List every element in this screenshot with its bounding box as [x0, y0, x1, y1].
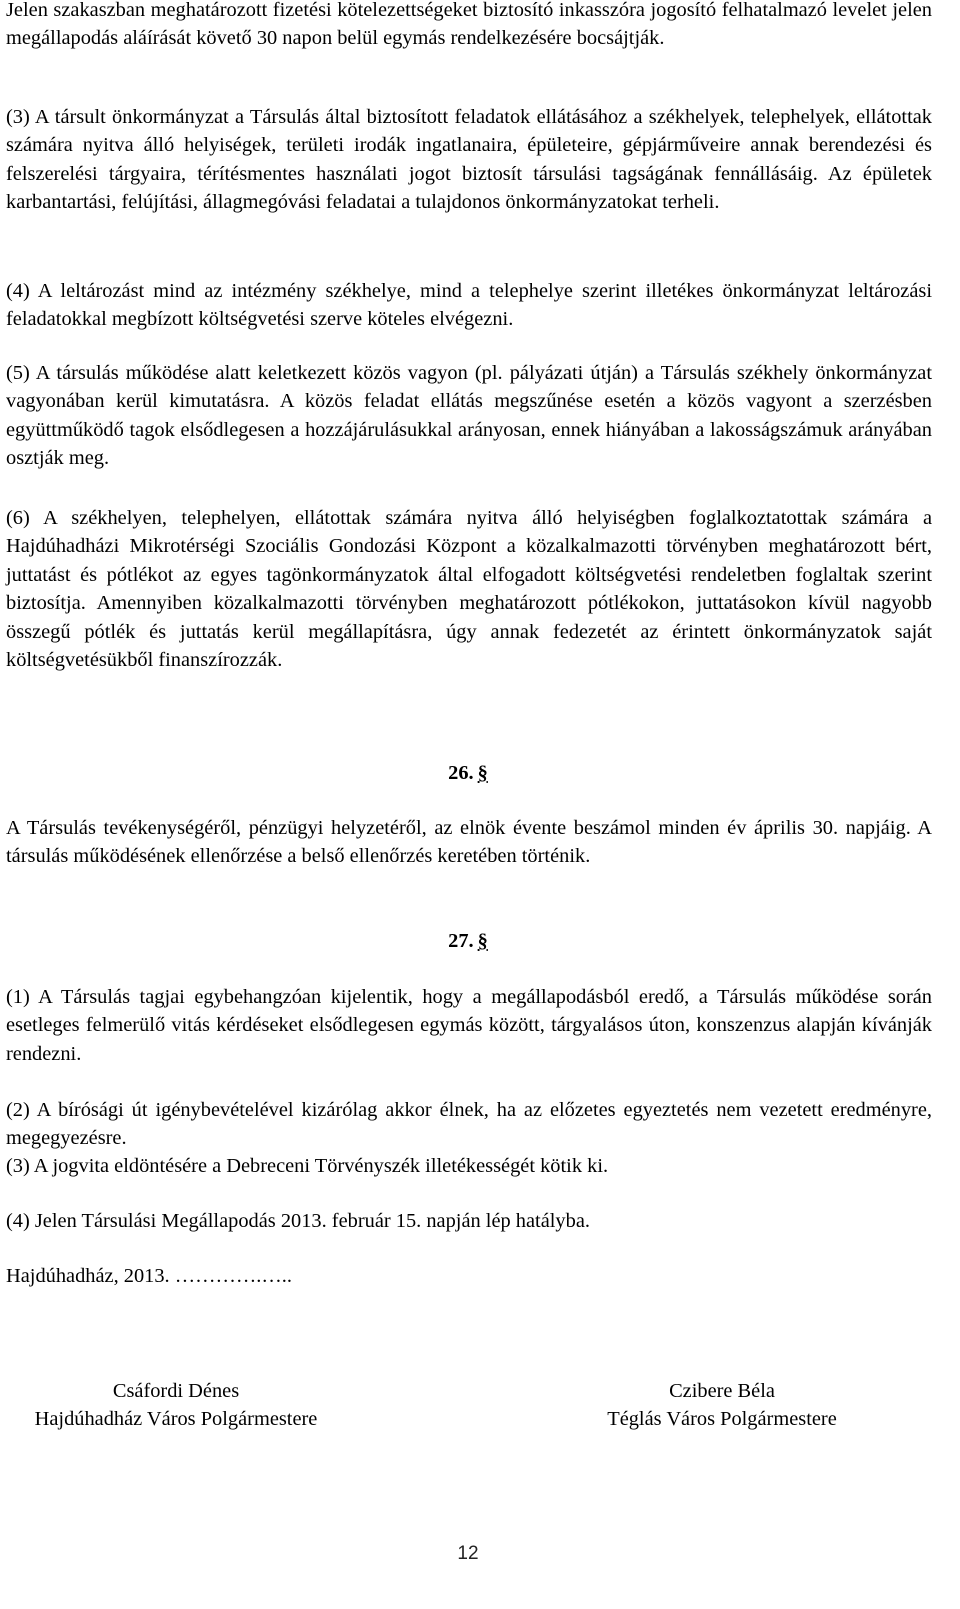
section-number: 27.	[448, 930, 474, 952]
paragraph-3-property-use: (3) A társult önkormányzat a Társulás által biztosított feladatok ellátásához a székhelyek, telephelyek, ellátottak számára nyitva álló helyiségek, területi irodák ingatlanaira, épületeire, gépjárműveire annak berendezési és felszerelési tárgyaira, térítésmentes használati jogot biztosít társulási tagságának fennállásáig. Az épületek karbantartási, felújítási, állagmegóvási feladatai a tulajdonos önkormányzatokat terheli.	[6, 106, 932, 214]
paragraph-4-inventory: (4) A leltározást mind az intézmény székhelye, mind a telephelye szerint illetékes önkormányzat leltározási feladatokkal megbízott költségvetési szerve köteles elvégezni.	[6, 280, 932, 331]
signatory-name: Csáfordi Dénes	[112, 1380, 240, 1402]
paragraph-27-1-disputes: (1) A Társulás tagjai egybehangzóan kijelentik, hogy a megállapodásból eredő, a Társulás működése során esetleges felmerülő vitás kérdéseket elsődlegesen egymás között, tárgyalásos úton, konszenzus alapján kívánják rendezni.	[6, 986, 932, 1065]
page-number: 12	[457, 1543, 479, 1564]
paragraph-26-reporting: A Társulás tevékenységéről, pénzügyi helyzetéről, az elnök évente beszámol minden év április 30. napjáig. A társulás működésének ellenőrzése a belső ellenőrzés keretében történik.	[6, 817, 932, 868]
signature-block-left	[4, 1377, 348, 1434]
paragraph-5-common-assets: (5) A társulás működése alatt keletkezett közös vagyon (pl. pályázati útján) a Társulás székhely önkormányzat vagyonában kerül kimutatásra. A közös feladat ellátás megszűnése esetén a közös vagyont a szerzésben együttműködő tagok elsődlegesen a hozzájárulásukkal arányosan, ennek hiányában a lakosságszámuk arányában osztják meg.	[6, 362, 932, 470]
signatory-name: Czibere Béla	[669, 1380, 775, 1402]
paragraph-27-3-jurisdiction: (3) A jogvita eldöntésére a Debreceni Törvényszék illetékességét kötik ki.	[6, 1155, 609, 1177]
place-and-date: Hajdúhadház, 2013. ………….…..	[6, 1265, 292, 1287]
paragraph-6-employees: (6) A székhelyen, telephelyen, ellátottak számára nyitva álló helyiségben foglalkoztatottak számára a Hajdúhadházi Mikrotérségi Szociális Gondozási Központ a közalkalmazotti törvényben meghatározott bért, juttatást és pótlékot az egyes tagönkormányzatok által elfogadott költségvetési rendeletben foglaltak szerint biztosítja. Amennyiben közalkalmazotti törvényben meghatározott pótlékokon, juttatásokon kívül nagyobb összegű pótlék és juttatás kerül megállapításra, úgy annak fedezetét az érintett önkormányzatok saját költségvetésükből finanszírozzák.	[6, 507, 932, 672]
signatory-title: Téglás Város Polgármestere	[607, 1408, 837, 1431]
paragraph-27-2-court: (2) A bírósági út igénybevételével kizárólag akkor élnek, ha az előzetes egyeztetés nem vezetett eredményre, megegyezésre.	[6, 1099, 932, 1150]
section-sign-icon: §	[477, 930, 488, 952]
section-sign-icon: §	[477, 762, 488, 784]
section-number: 26.	[448, 762, 474, 784]
section-heading-26	[0, 759, 936, 787]
section-heading-27	[0, 927, 936, 955]
signature-block-right	[570, 1377, 874, 1434]
paragraph-payment-authorization: Jelen szakaszban meghatározott fizetési kötelezettségeket biztosító inkasszóra jogosító felhatalmazó levelet jelen megállapodás aláírását követő 30 napon belül egymás rendelkezésére bocsájtják.	[6, 0, 932, 50]
signatory-title: Hajdúhadház Város Polgármestere	[34, 1408, 318, 1431]
paragraph-27-4-effective-date: (4) Jelen Társulási Megállapodás 2013. február 15. napján lép hatályba.	[6, 1210, 590, 1232]
